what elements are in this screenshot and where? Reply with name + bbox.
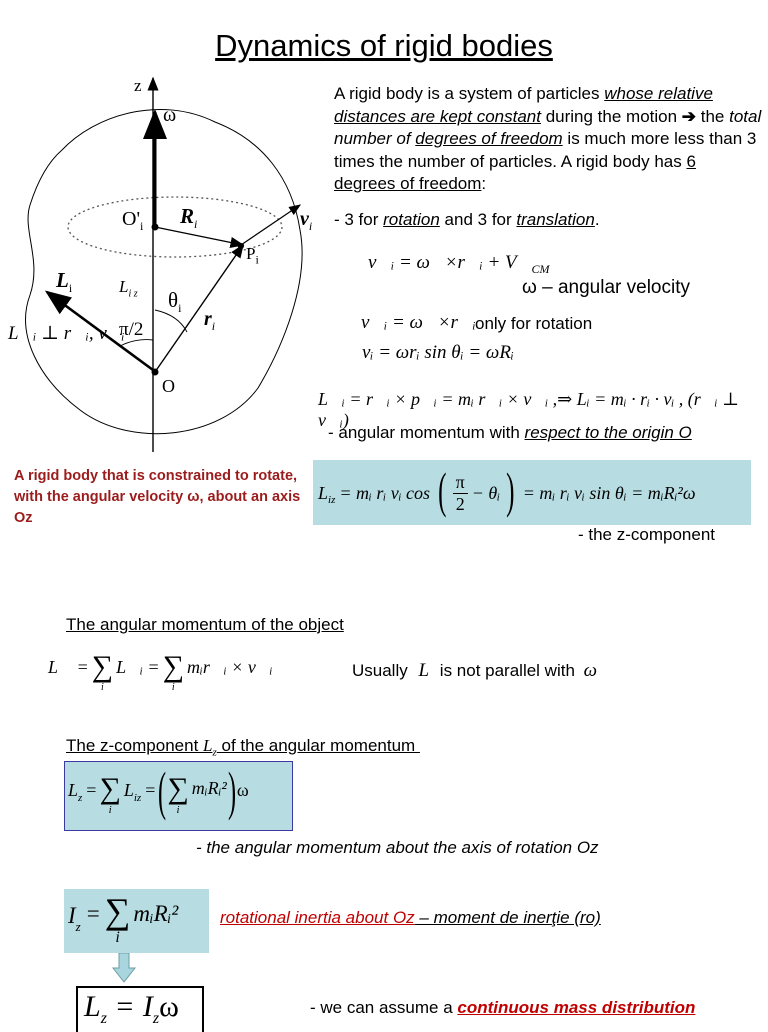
label-R: $R_i$: [180, 204, 198, 232]
label-theta: $\theta_i$: [168, 288, 182, 316]
eq-Liz: L $_{iz}$ = mᵢ rᵢ vᵢ cos ( π 2 − θᵢ ) = mᵢ rᵢ vᵢ sin θᵢ = mᵢRᵢ²ω: [318, 462, 696, 518]
eq-Lz: L $_z$ = ∑ i L $_{iz}$ = ( ∑ i mᵢRᵢ² ) ω: [68, 761, 249, 821]
point-P: [238, 243, 244, 249]
page-title: Dynamics of rigid bodies: [215, 28, 553, 63]
rigid-body-diagram: [0, 70, 330, 460]
label-Liz: $L_{i z}$: [119, 277, 138, 300]
object-heading: The angular momentum of the object: [66, 615, 344, 634]
label-z: z: [134, 76, 142, 95]
z-component-note: - the z-component: [578, 525, 716, 544]
about-axis-note: - the angular momentum about the axis of rotation Oz: [196, 838, 599, 857]
label-O-prime: $O'_i$: [122, 208, 144, 233]
z-component-heading: The z-component $L_z$ of the angular momentum: [66, 736, 420, 759]
label-omega: ω: [163, 104, 177, 126]
eq-Iz: I $_z$ = ∑ i mᵢRᵢ²: [68, 891, 179, 946]
dof-line: - 3 for rotation and 3 for translation.: [334, 210, 600, 229]
label-pi-half: π/2: [119, 319, 144, 340]
radius-vector: [155, 227, 243, 245]
eq-scalar-velocity: vᵢ = ωrᵢ sin θᵢ = ωRᵢ: [362, 342, 514, 363]
point-O-prime: [152, 224, 159, 231]
label-O: O: [162, 376, 175, 396]
eq-Lz-final: $L_z = I_z\omega$: [84, 990, 179, 1027]
eq-angular-momentum: L⃗ᵢ = r⃗ᵢ × p⃗ᵢ = mᵢ r⃗ᵢ × v⃗ᵢ ,⇒ Lᵢ = mᵢ · rᵢ · vᵢ , (r⃗ᵢ ⊥ v⃗ᵢ): [318, 389, 740, 430]
only-rotation-label: only for rotation: [475, 314, 593, 333]
angular-momentum-text: - angular momentum with respect to the origin O: [328, 423, 692, 442]
point-O: [152, 369, 159, 376]
label-P: $P_i$: [246, 244, 259, 267]
eq-rotation-velocity: v⃗ᵢ = ω⃗×r⃗ᵢ: [361, 312, 476, 333]
label-perp: L⃗ᵢ ⊥ r⃗ᵢ, v⃗ᵢ: [8, 323, 125, 344]
label-r: $r_i$: [204, 308, 216, 333]
usually-note: Usually L is not parallel with ω: [352, 660, 598, 681]
eq-velocity: v⃗ᵢ = ω⃗×r⃗ᵢ + $V⃗_{CM}$: [368, 252, 550, 276]
velocity-vector: [238, 205, 300, 247]
label-L: $L_i$: [56, 268, 73, 296]
angular-velocity-label: ω – angular velocity: [522, 277, 690, 298]
constrained-note: A rigid body that is constrained to rotate, with the angular velocity ω, about an axis Oz: [14, 468, 301, 526]
label-v: $v_i$: [300, 208, 313, 233]
down-arrow-icon: [112, 953, 136, 983]
intro-paragraph: A rigid body is a system of particles whose relative distances are kept constant during the motion ➔ the total number of degrees of freedom is much more less than 3 times the number of particles. A rigid body has 6 degrees of freedom:: [334, 84, 762, 193]
inertia-label: rotational inertia about Oz – moment de inerţie (ro): [220, 908, 601, 927]
continuous-note: - we can assume a continuous mass distribution: [310, 998, 696, 1017]
eq-total-L: L⃗ = ∑ i L⃗ᵢ = ∑ i mᵢr⃗ᵢ × v⃗ᵢ: [48, 650, 273, 693]
